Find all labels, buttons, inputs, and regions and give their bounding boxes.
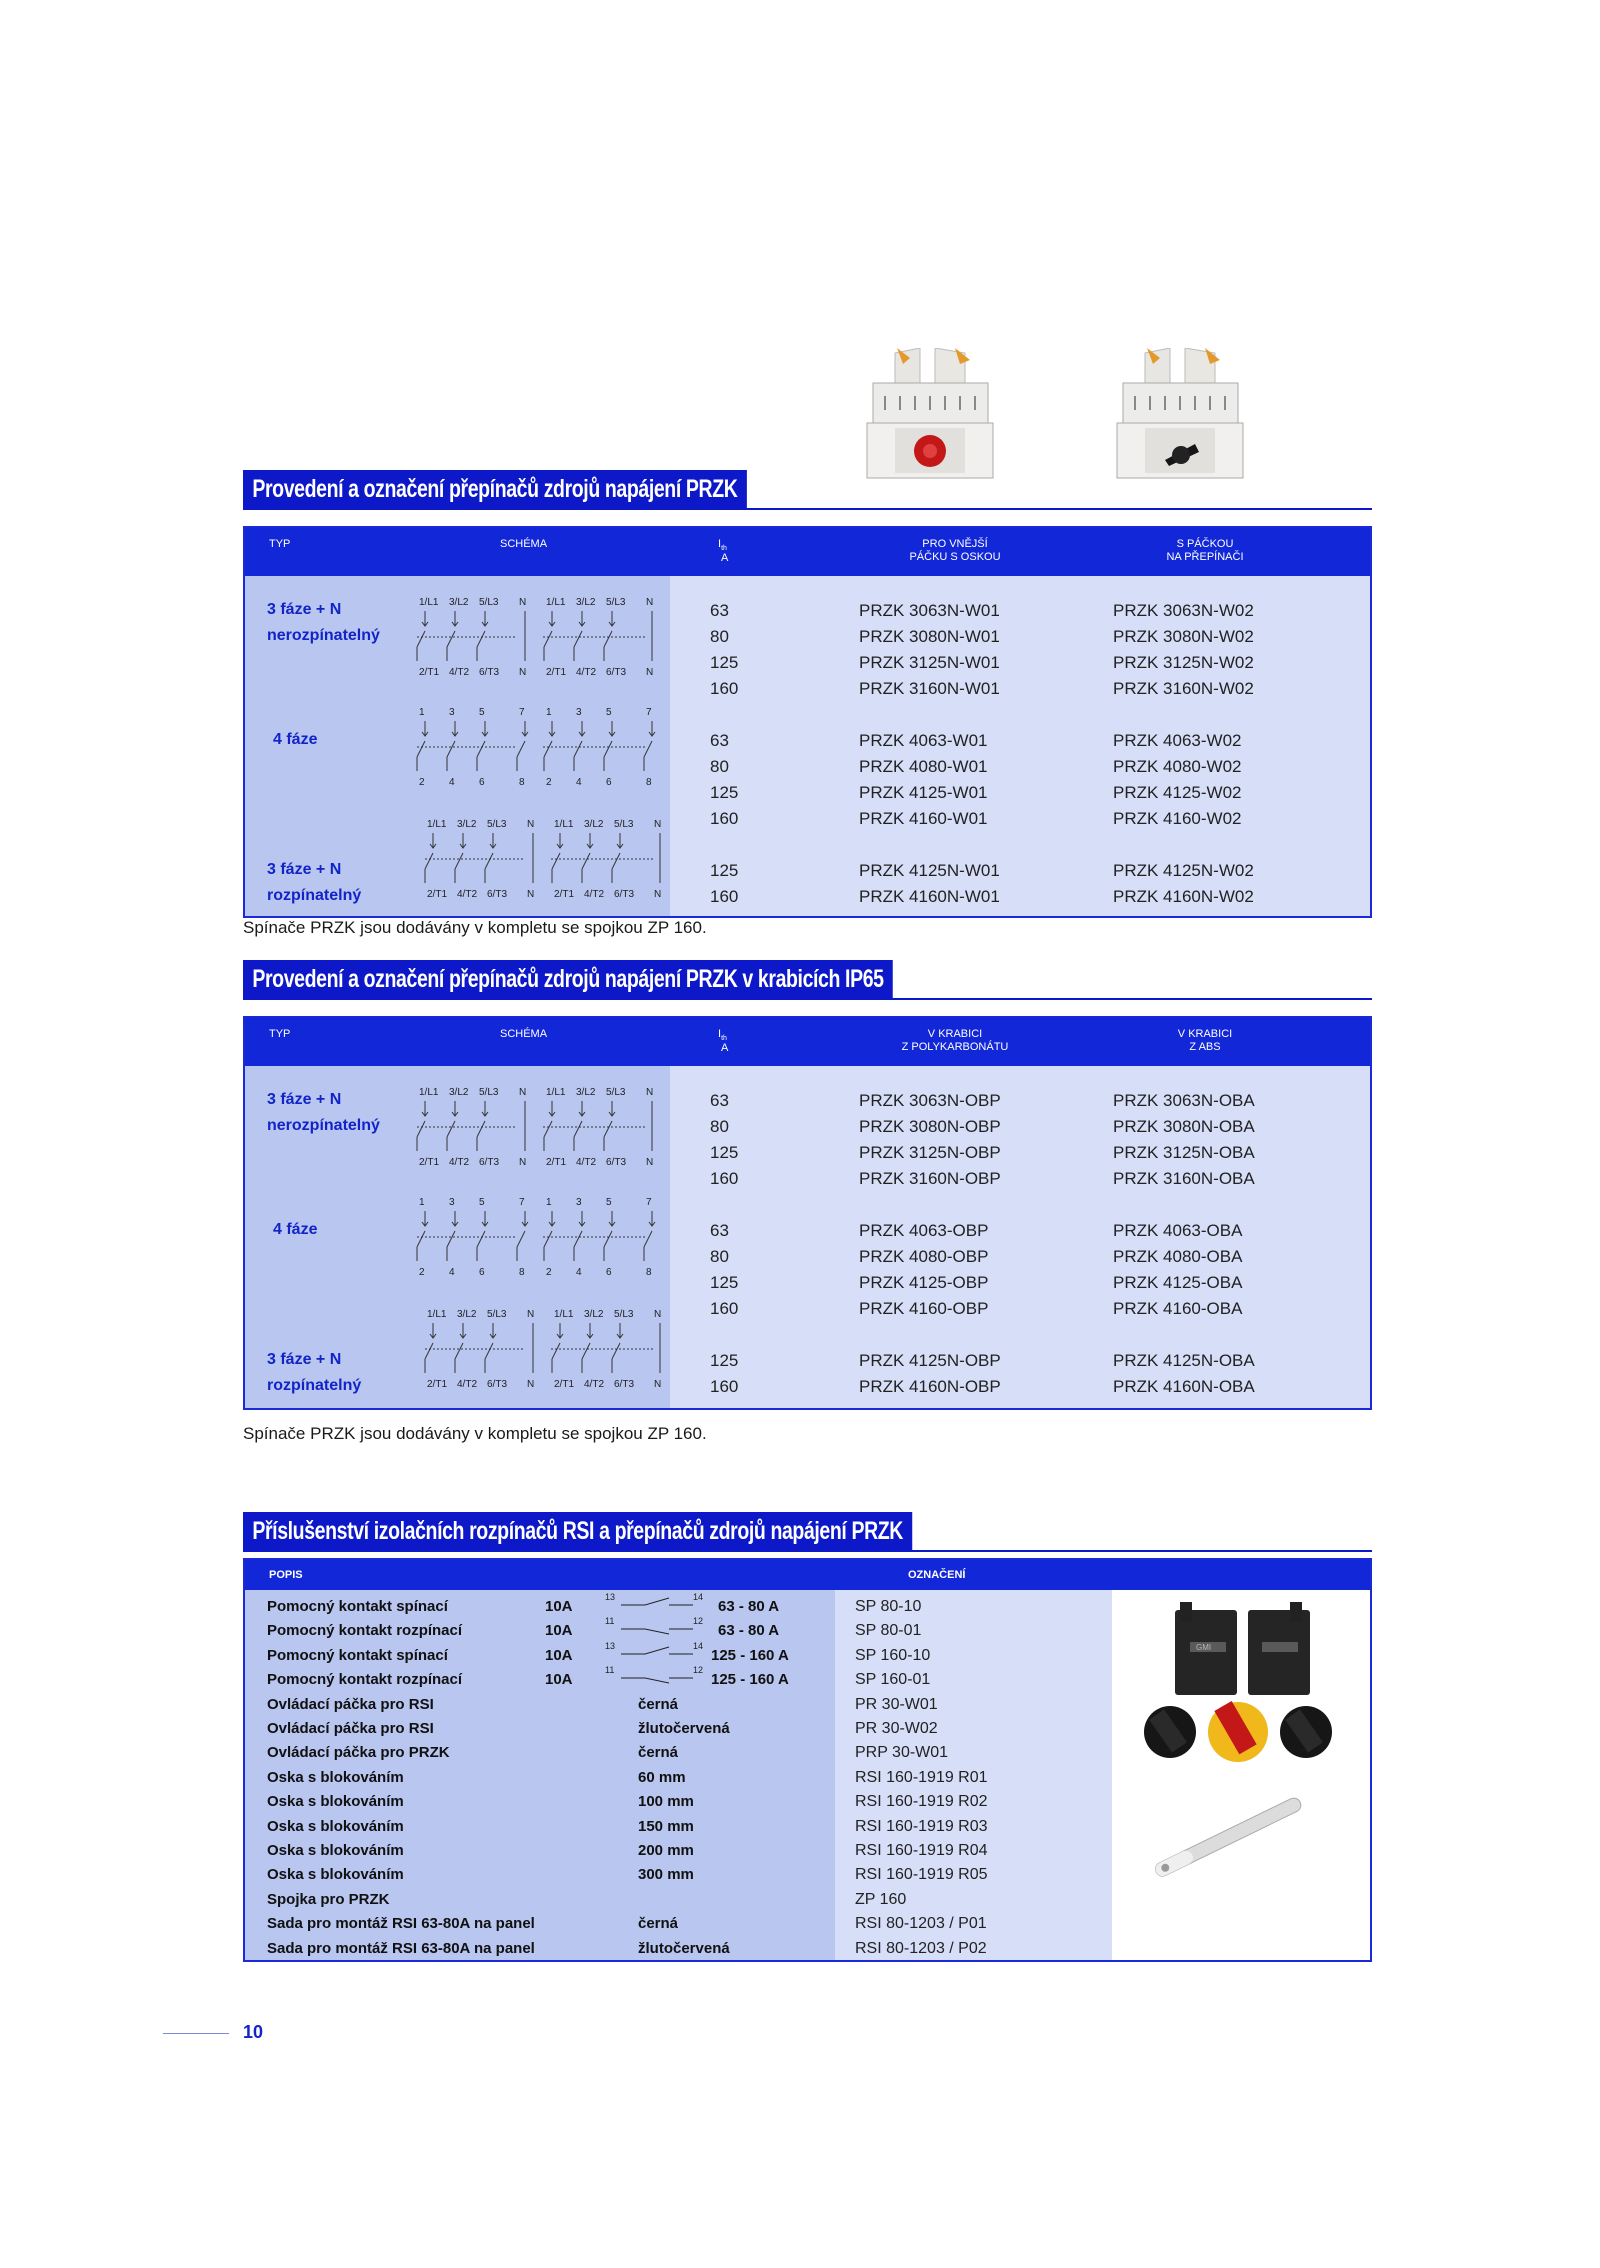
header-oznaceni: OZNAČENÍ [908,1569,966,1581]
accessory-description: Pomocný kontakt spínací [267,1598,448,1615]
current-rating: 160 [710,1299,739,1318]
schema-terminal-label: 4/T2 [576,667,597,678]
section2-header [245,1018,1370,1066]
schema-terminal-label: 3 [449,1197,455,1208]
accessory-value: černá [638,1915,679,1933]
nc-contact-symbol [605,1616,710,1638]
section2-rule [243,998,1372,1000]
current-rating: 125 [710,783,739,802]
product-code: PRZK 4125-OBA [1113,1273,1243,1292]
schema-terminal-label: 7 [519,1197,525,1208]
product-code: PRZK 4160-W02 [1113,809,1242,828]
header-popis: POPIS [269,1569,303,1581]
schema-terminal-label: 3/L2 [576,597,596,608]
accessory-description: Oska s blokováním [267,1842,404,1859]
schema-terminal-label: 4 [449,1267,455,1278]
schema-terminal-label: 4/T2 [584,1379,605,1390]
header-schema: SCHÉMA [500,538,548,550]
product-code: PRZK 4160-W01 [859,809,988,828]
contact-terminal-label: 14 [693,1592,704,1602]
product-code: PRZK 3160N-OBP [859,1169,1001,1188]
accessory-description: Oska s blokováním [267,1793,404,1811]
accessory-code: RSI 160-1919 R02 [855,1793,988,1811]
schema-3phase-n-fixed [415,595,665,680]
schema-terminal-label: 3/L2 [449,1087,469,1098]
current-rating: 125 [710,1351,739,1370]
schema-terminal-label: 4 [449,777,455,788]
type-label: 3 fáze + N [267,861,342,878]
schema-terminal-label: 6 [479,777,485,788]
schema-4-phase [415,1195,665,1280]
accessory-description: Spojka pro PRZK [267,1890,390,1908]
schema-terminal-label: 4/T2 [449,667,470,678]
schema-terminal-label: 2 [546,777,552,788]
schema-terminal-label: 5/L3 [614,1309,634,1320]
schema-terminal-label: 5/L3 [614,819,634,830]
accessory-description: Ovládací páčka pro PRZK [267,1744,450,1762]
accessory-current: 10A [545,1646,573,1664]
type-label: 4 fáze [273,1221,318,1238]
type-sublabel: nerozpínatelný [267,627,380,644]
product-code: PRZK 4063-W01 [859,731,988,750]
current-rating: 160 [710,1169,739,1188]
schema-terminal-label: N [527,819,535,830]
type-label: 3 fáze + N [267,1091,342,1108]
current-rating: 160 [710,887,739,906]
schema-terminal-label: 2/T1 [419,1157,440,1168]
accessory-code: RSI 160-1919 R04 [855,1842,988,1859]
header-col2: S PÁČKOU NA PŘEPÍNAČI [1166,538,1244,563]
type-sublabel: rozpínatelný [267,887,362,904]
svg-text:GMI: GMI [1196,1643,1212,1652]
schema-terminal-label: N [519,1157,527,1168]
schema-wrapper [415,705,665,795]
schema-terminal-label: 4 [576,1267,582,1278]
contact-terminal-label: 11 [605,1665,615,1676]
product-code: PRZK 4080-OBP [859,1247,989,1266]
current-rating: 125 [710,653,739,672]
schema-terminal-label: 6 [479,1267,485,1278]
header-schema: SCHÉMA [500,1028,548,1040]
schema-terminal-label: 1/L1 [419,1087,439,1098]
product-code: PRZK 3080N-OBP [859,1117,1001,1136]
accessory-code: SP 160-10 [855,1646,931,1664]
accessory-code: PRP 30-W01 [855,1744,949,1762]
current-rating: 80 [710,1247,729,1266]
contact-terminal-label: 14 [693,1640,704,1651]
product-code: PRZK 4080-OBA [1113,1247,1243,1266]
section1-title: Provedení a označení přepínačů zdrojů napájení PRZK [243,470,747,508]
schema-terminal-label: 1/L1 [554,819,574,830]
schema-terminal-label: 5 [606,707,612,718]
page-number-rule [163,2033,229,2034]
product-code: PRZK 3063N-W01 [859,601,1000,620]
type-label: 4 fáze [273,731,318,748]
accessory-code: RSI 80-1203 / P02 [855,1939,987,1957]
product-code: PRZK 3160N-W02 [1113,679,1254,698]
nc-contact-symbol [605,1665,710,1687]
schema-terminal-label: 7 [646,707,652,718]
schema-terminal-label: 4/T2 [457,1379,478,1390]
current-rating: 63 [710,1221,729,1240]
accessory-code: SP 160-01 [855,1671,931,1689]
product-code: PRZK 3080N-W01 [859,627,1000,646]
header-ith: $I_{th}$ [718,538,727,553]
contact-terminal-label: 12 [693,1665,704,1676]
schema-terminal-label: 8 [519,1267,525,1278]
accessories-photo [1130,1592,1355,1892]
current-rating: 63 [710,731,729,750]
schema-terminal-label: 4/T2 [576,1157,597,1168]
accessory-code: SP 80-10 [855,1598,922,1615]
product-code: PRZK 3125N-W02 [1113,653,1254,672]
current-rating: 125 [710,1273,739,1292]
schema-terminal-label: 8 [646,777,652,788]
product-code: PRZK 3125N-OBP [859,1143,1001,1162]
accessory-value: 300 mm [638,1866,694,1884]
schema-terminal-label: N [519,597,527,608]
schema-terminal-label: 1 [546,1197,552,1208]
product-code: PRZK 4160-OBA [1113,1299,1243,1318]
accessory-description: Oska s blokováním [267,1817,404,1835]
schema-terminal-label: 5 [479,1197,485,1208]
accessory-value: 200 mm [638,1842,694,1859]
no-contact-symbol [605,1641,710,1663]
schema-terminal-label: 1/L1 [427,1309,447,1320]
schema-terminal-label: 6/T3 [479,1157,500,1168]
schema-terminal-label: 3/L2 [576,1087,596,1098]
product-code: PRZK 3125N-W01 [859,653,1000,672]
product-code: PRZK 3160N-W01 [859,679,1000,698]
schema-terminal-label: 6/T3 [487,889,508,900]
schema-terminal-label: 2/T1 [554,1379,575,1390]
accessory-value: 150 mm [638,1817,694,1835]
contact-terminal-label: 13 [605,1640,616,1651]
accessory-range: 63 - 80 A [718,1598,780,1615]
accessory-description: Ovládací páčka pro RSI [267,1720,434,1737]
schema-terminal-label: 2/T1 [546,667,567,678]
header-typ: TYP [269,538,291,550]
current-rating: 63 [710,601,729,620]
type-sublabel: nerozpínatelný [267,1117,380,1134]
accessory-value: žlutočervená [638,1939,730,1957]
schema-terminal-label: 2/T1 [546,1157,567,1168]
schema-terminal-label: 6/T3 [614,889,635,900]
schema-wrapper [415,595,665,685]
section1-table [243,526,1372,918]
schema-terminal-label: 3/L2 [449,597,469,608]
accessory-range: 125 - 160 A [711,1671,789,1689]
schema-terminal-label: 3/L2 [457,1309,477,1320]
page-number: 10 [243,2022,264,2042]
type-sublabel: rozpínatelný [267,1377,362,1394]
schema-terminal-label: N [646,667,654,678]
schema-terminal-label: 3/L2 [584,1309,604,1320]
schema-terminal-label: 6/T3 [606,667,627,678]
accessory-current: 10A [545,1598,573,1615]
current-rating: 125 [710,861,739,880]
product-code: PRZK 4125-W01 [859,783,988,802]
product-code: PRZK 4160N-OBP [859,1377,1001,1396]
contact-terminal-label: 11 [605,1616,615,1627]
schema-wrapper [423,817,673,907]
current-rating: 160 [710,809,739,828]
product-code: PRZK 4063-OBA [1113,1221,1243,1240]
schema-terminal-label: 1/L1 [554,1309,574,1320]
schema-terminal-label: 6/T3 [606,1157,627,1168]
accessory-description: Pomocný kontakt rozpínací [267,1671,463,1689]
accessories-header [245,1560,1370,1590]
schema-terminal-label: 1/L1 [546,597,566,608]
product-code: PRZK 4125N-OBA [1113,1351,1255,1370]
schema-terminal-label: N [519,1087,527,1098]
schema-terminal-label: 4 [576,777,582,788]
schema-terminal-label: N [646,597,654,608]
header-typ: TYP [269,1028,291,1040]
current-rating: 80 [710,1117,729,1136]
schema-4-phase [415,705,665,790]
accessory-code: RSI 160-1919 R05 [855,1866,988,1884]
schema-terminal-label: 4/T2 [449,1157,470,1168]
schema-terminal-label: 5/L3 [606,1087,626,1098]
product-code: PRZK 4063-OBP [859,1221,989,1240]
section2-title: Provedení a označení přepínačů zdrojů napájení PRZK v krabicích IP65 [243,960,893,998]
schema-terminal-label: 3/L2 [584,819,604,830]
schema-terminal-label: N [654,1379,662,1390]
schema-terminal-label: 3 [576,1197,582,1208]
product-code: PRZK 4125-W02 [1113,783,1242,802]
schema-terminal-label: 7 [646,1197,652,1208]
schema-terminal-label: 2/T1 [554,889,575,900]
schema-terminal-label: N [654,889,662,900]
accessory-value: žlutočervená [638,1720,730,1737]
accessory-value: černá [638,1695,679,1713]
schema-terminal-label: N [646,1087,654,1098]
accessory-code: PR 30-W02 [855,1720,938,1737]
product-code: PRZK 4063-W02 [1113,731,1242,750]
product-code: PRZK 3063N-OBA [1113,1091,1255,1110]
schema-terminal-label: 5/L3 [487,819,507,830]
product-code: PRZK 4160N-W01 [859,887,1000,906]
accessory-description: Pomocný kontakt rozpínací [267,1622,463,1640]
accessory-description: Pomocný kontakt spínací [267,1646,448,1664]
accessory-value: černá [638,1744,679,1762]
schema-terminal-label: N [527,1379,535,1390]
schema-terminal-label: N [654,1309,662,1320]
schema-terminal-label: 7 [519,707,525,718]
schema-terminal-label: 2 [546,1267,552,1278]
product-code: PRZK 4080-W02 [1113,757,1242,776]
no-contact-symbol [605,1592,710,1614]
accessory-current: 10A [545,1622,573,1640]
section3-rule [243,1550,1372,1552]
switch-black-handle-photo [1115,348,1245,498]
schema-terminal-label: 8 [646,1267,652,1278]
section2-table [243,1016,1372,1410]
product-code: PRZK 3125N-OBA [1113,1143,1255,1162]
accessory-range: 125 - 160 A [711,1646,789,1664]
schema-terminal-label: 5/L3 [606,597,626,608]
accessory-code: RSI 160-1919 R01 [855,1768,988,1786]
product-code: PRZK 3160N-OBA [1113,1169,1255,1188]
schema-3phase-n-switched [423,817,673,902]
section1-note: Spínače PRZK jsou dodávány v kompletu se spojkou ZP 160. [243,918,707,937]
schema-terminal-label: 2/T1 [427,1379,448,1390]
schema-terminal-label: N [519,667,527,678]
schema-terminal-label: 1/L1 [419,597,439,608]
section2-note: Spínače PRZK jsou dodávány v kompletu se spojkou ZP 160. [243,1424,707,1443]
contact-terminal-label: 13 [605,1592,616,1602]
schema-terminal-label: 6/T3 [487,1379,508,1390]
accessory-description: Sada pro montáž RSI 63-80A na panel [267,1939,535,1957]
accessory-value: 100 mm [638,1793,694,1811]
header-ith-unit: A [721,552,729,564]
accessory-description: Oska s blokováním [267,1768,404,1786]
schema-terminal-label: 3 [576,707,582,718]
accessories-table [243,1558,1372,1962]
schema-terminal-label: 3 [449,707,455,718]
schema-terminal-label: N [527,1309,535,1320]
schema-wrapper [415,1195,665,1285]
type-label: 3 fáze + N [267,601,342,618]
product-code: PRZK 4160N-OBA [1113,1377,1255,1396]
schema-terminal-label: 5/L3 [479,1087,499,1098]
schema-terminal-label: N [654,819,662,830]
schema-terminal-label: 2 [419,1267,425,1278]
current-rating: 160 [710,1377,739,1396]
schema-3phase-n-fixed [415,1085,665,1170]
schema-terminal-label: 5 [479,707,485,718]
product-code: PRZK 4125-OBP [859,1273,989,1292]
product-code: PRZK 4160N-W02 [1113,887,1254,906]
schema-terminal-label: 2/T1 [427,889,448,900]
schema-terminal-label: 1 [419,707,425,718]
schema-terminal-label: N [527,889,535,900]
accessory-range: 63 - 80 A [718,1622,780,1640]
section3-title: Příslušenství izolačních rozpínačů RSI a přepínačů zdrojů napájení PRZK [243,1512,912,1550]
product-code: PRZK 3063N-OBP [859,1091,1001,1110]
header-col1: V KRABICI Z POLYKARBONÁTU [901,1028,1009,1053]
current-rating: 125 [710,1143,739,1162]
current-rating: 80 [710,627,729,646]
schema-terminal-label: 6 [606,1267,612,1278]
schema-terminal-label: 6/T3 [479,667,500,678]
schema-wrapper [415,1085,665,1175]
schema-terminal-label: 1/L1 [546,1087,566,1098]
section1-header [245,528,1370,576]
accessory-current: 10A [545,1671,573,1689]
schema-wrapper [423,1307,673,1397]
schema-terminal-label: 6 [606,777,612,788]
schema-terminal-label: 5 [606,1197,612,1208]
schema-terminal-label: 8 [519,777,525,788]
contact-terminal-label: 12 [693,1616,704,1627]
schema-terminal-label: 6/T3 [614,1379,635,1390]
schema-terminal-label: 2 [419,777,425,788]
product-code: PRZK 4080-W01 [859,757,988,776]
schema-terminal-label: N [646,1157,654,1168]
schema-terminal-label: 1/L1 [427,819,447,830]
accessory-code: PR 30-W01 [855,1695,938,1713]
schema-terminal-label: 4/T2 [584,889,605,900]
switch-red-handle-photo [865,348,995,498]
schema-terminal-label: 5/L3 [487,1309,507,1320]
schema-terminal-label: 1 [546,707,552,718]
current-rating: 160 [710,679,739,698]
header-ith: $I_{th}$ [718,1028,727,1043]
accessory-code: RSI 80-1203 / P01 [855,1915,987,1933]
accessory-description: Sada pro montáž RSI 63-80A na panel [267,1915,535,1933]
section1-rule [243,508,1372,510]
product-code: PRZK 3063N-W02 [1113,601,1254,620]
product-code: PRZK 4160-OBP [859,1299,989,1318]
accessory-code: SP 80-01 [855,1622,922,1640]
accessory-code: ZP 160 [855,1890,907,1908]
type-label: 3 fáze + N [267,1351,342,1368]
schema-terminal-label: 5/L3 [479,597,499,608]
accessory-value: 60 mm [638,1768,686,1786]
header-col2: V KRABICI Z ABS [1177,1028,1233,1053]
current-rating: 63 [710,1091,729,1110]
product-code: PRZK 4125N-W02 [1113,861,1254,880]
product-code: PRZK 4125N-W01 [859,861,1000,880]
header-ith-unit: A [721,1042,729,1054]
schema-terminal-label: 3/L2 [457,819,477,830]
current-rating: 80 [710,757,729,776]
schema-terminal-label: 1 [419,1197,425,1208]
accessory-description: Oska s blokováním [267,1866,404,1884]
header-col1: PRO VNĚJŠÍ PÁČKU S OSKOU [909,538,1001,563]
schema-terminal-label: 4/T2 [457,889,478,900]
schema-terminal-label: 2/T1 [419,667,440,678]
accessory-description: Ovládací páčka pro RSI [267,1695,434,1713]
product-code: PRZK 3080N-OBA [1113,1117,1255,1136]
schema-3phase-n-switched [423,1307,673,1392]
product-code: PRZK 4125N-OBP [859,1351,1001,1370]
accessory-code: RSI 160-1919 R03 [855,1817,988,1835]
product-code: PRZK 3080N-W02 [1113,627,1254,646]
